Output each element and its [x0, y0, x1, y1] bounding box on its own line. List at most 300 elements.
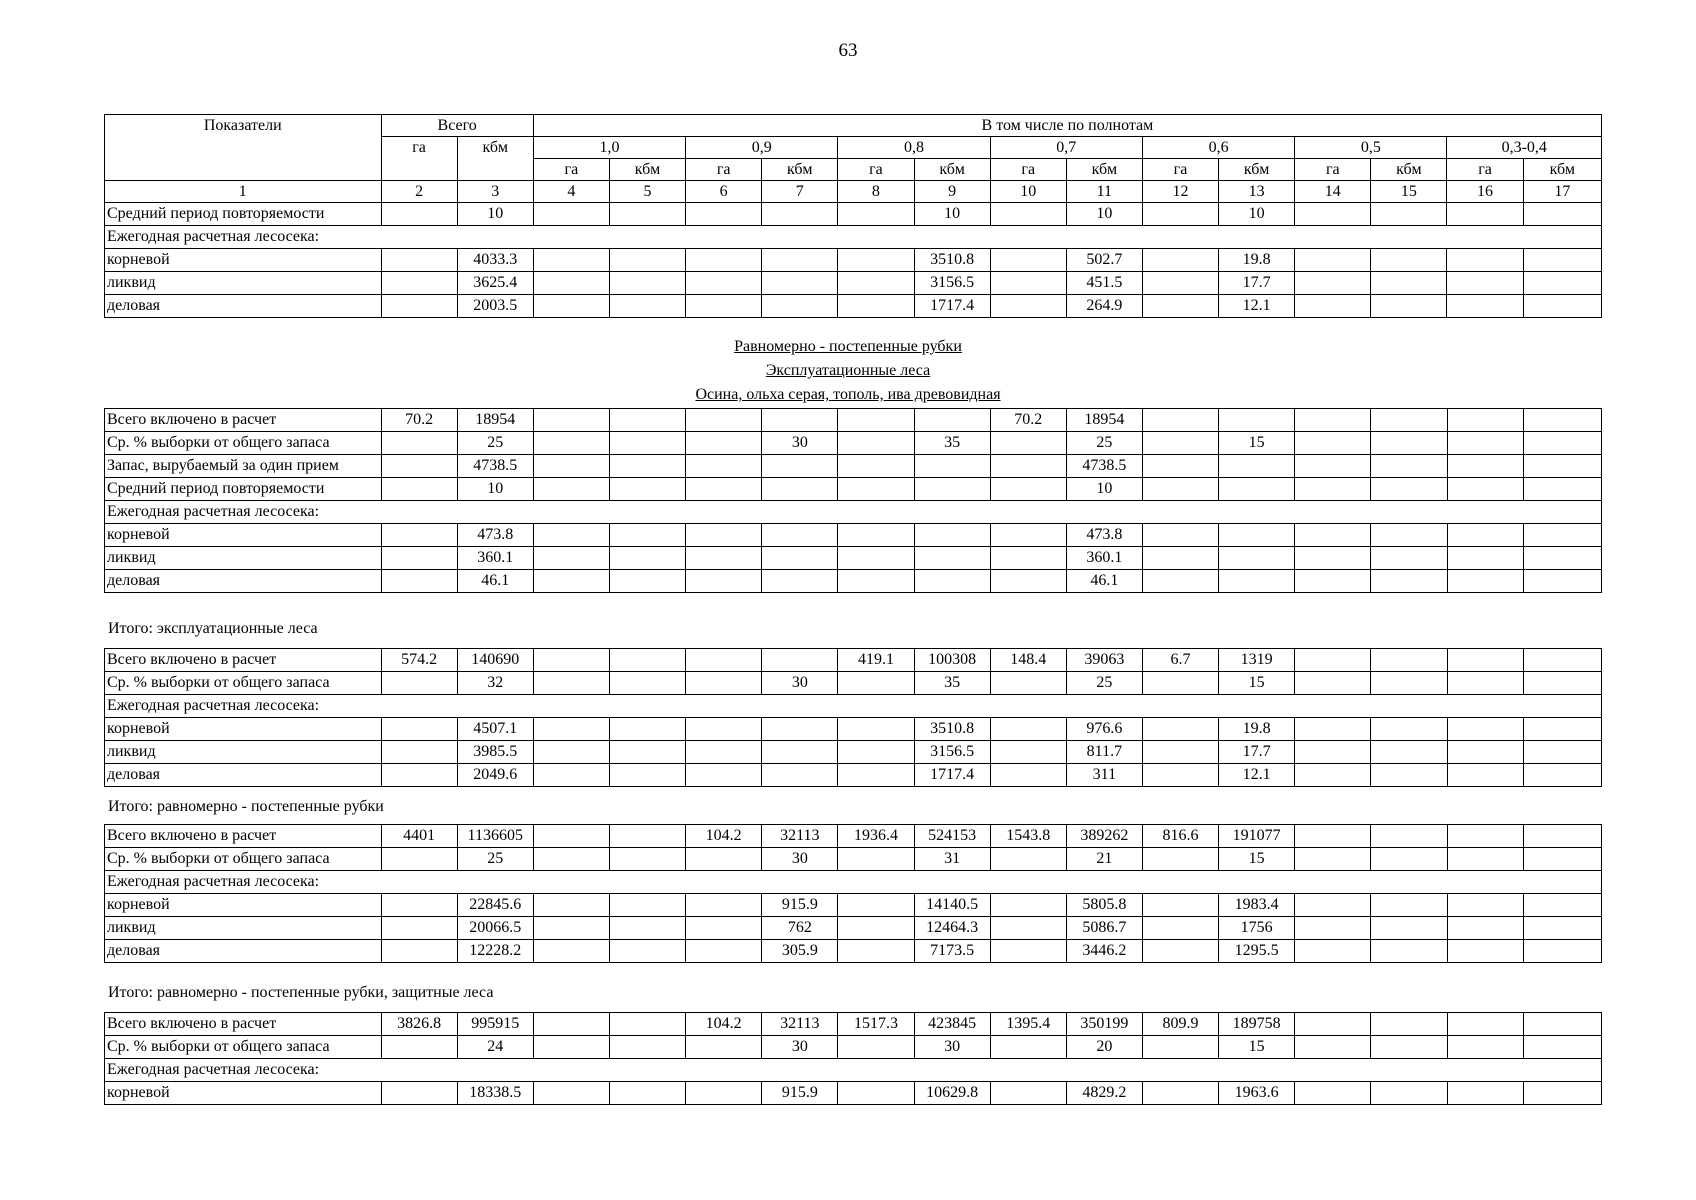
table-cell: 32: [457, 672, 533, 695]
table-cell: [381, 455, 457, 478]
table-cell: [1295, 295, 1371, 318]
table-row: [105, 848, 1602, 871]
table-cell: [1142, 1082, 1218, 1105]
table-cell: 3156.5: [914, 741, 990, 764]
table-cell: [1447, 894, 1523, 917]
table-cell: [686, 547, 762, 570]
table-row: [105, 764, 1602, 787]
table-cell: [686, 917, 762, 940]
table-cell: [1523, 848, 1601, 871]
table-cell: [533, 741, 609, 764]
header-col-number: 8: [838, 181, 914, 203]
table-cell: [1371, 249, 1447, 272]
table-cell: [1371, 649, 1447, 672]
table-row: [105, 672, 1602, 695]
table-cell: 70.2: [381, 409, 457, 432]
table-row: [105, 226, 1602, 249]
table-cell: [838, 524, 914, 547]
table-cell: [762, 455, 838, 478]
table-cell: 19.8: [1219, 249, 1295, 272]
table-cell: [990, 478, 1066, 501]
table-cell: 12.1: [1219, 295, 1295, 318]
row-label: Ежегодная расчетная лесосека:: [105, 501, 382, 524]
table-cell: 3985.5: [457, 741, 533, 764]
table-cell: 1395.4: [990, 1013, 1066, 1036]
header-col-number: 1: [105, 181, 382, 203]
table-cell: 18954: [457, 409, 533, 432]
table-cell: [762, 478, 838, 501]
table-cell: [1295, 272, 1371, 295]
table-cell: [838, 249, 914, 272]
row-label: Ежегодная расчетная лесосека:: [105, 226, 382, 249]
table-cell: 31: [914, 848, 990, 871]
table-cell: 10: [457, 478, 533, 501]
table-cell: 423845: [914, 1013, 990, 1036]
table-cell: [609, 894, 685, 917]
table-cell: [1447, 455, 1523, 478]
table-cell: 100308: [914, 649, 990, 672]
table-cell: [609, 672, 685, 695]
row-label: деловая: [105, 295, 382, 318]
table-cell: [1371, 940, 1447, 963]
header-unit-ga: га: [990, 159, 1066, 181]
table-block3: [104, 648, 1602, 787]
table-cell: [838, 547, 914, 570]
header-col-number: 5: [609, 181, 685, 203]
table-row: [105, 524, 1602, 547]
header-unit-kbm: кбм: [1371, 159, 1447, 181]
table-cell: [609, 1013, 685, 1036]
table-cell: 1319: [1219, 649, 1295, 672]
table-cell: [1295, 741, 1371, 764]
table-cell: [686, 649, 762, 672]
table-cell: [533, 478, 609, 501]
table-cell: 995915: [457, 1013, 533, 1036]
table-cell: [990, 295, 1066, 318]
table-cell: [609, 940, 685, 963]
table-cell: 15: [1219, 1036, 1295, 1059]
table-cell: [533, 1082, 609, 1105]
table-cell: [838, 741, 914, 764]
table-cell: 976.6: [1066, 718, 1142, 741]
table-cell: [1295, 825, 1371, 848]
table-cell: [609, 570, 685, 593]
header-by-density: В том числе по полнотам: [533, 115, 1601, 137]
header-col-number: 2: [381, 181, 457, 203]
table-cell: [838, 672, 914, 695]
table-cell: 915.9: [762, 1082, 838, 1105]
table-cell: [1447, 741, 1523, 764]
table-cell: 1295.5: [1219, 940, 1295, 963]
table-cell: [1523, 409, 1601, 432]
table-cell: [533, 249, 609, 272]
table-cell: [686, 764, 762, 787]
table-cell: 12228.2: [457, 940, 533, 963]
row-label: корневой: [105, 894, 382, 917]
table-cell: [990, 672, 1066, 695]
table-cell: 20: [1066, 1036, 1142, 1059]
table-cell: [762, 547, 838, 570]
table-cell: [1219, 547, 1295, 570]
table-cell: [838, 1036, 914, 1059]
header-total-ga: га: [381, 137, 457, 181]
header-unit-kbm: кбм: [914, 159, 990, 181]
table-cell: [1142, 764, 1218, 787]
table-cell: 311: [1066, 764, 1142, 787]
subhead-total-uniform: Итого: равномерно - постепенные рубки: [108, 798, 384, 815]
table-cell: 18338.5: [457, 1082, 533, 1105]
table-cell: [1295, 672, 1371, 695]
table-cell: [990, 547, 1066, 570]
header-density-2: 0,8: [838, 137, 990, 159]
table-cell: [1142, 940, 1218, 963]
table-cell: [1371, 741, 1447, 764]
header-col-number: 6: [686, 181, 762, 203]
header-density-5: 0,5: [1295, 137, 1447, 159]
table-cell: [533, 203, 609, 226]
row-label: Ср. % выборки от общего запаса: [105, 1036, 382, 1059]
table-cell: [1447, 249, 1523, 272]
table-cell: [762, 649, 838, 672]
table-cell: [381, 764, 457, 787]
table-cell: 191077: [1219, 825, 1295, 848]
table-cell: [1447, 1036, 1523, 1059]
table-cell: 35: [914, 432, 990, 455]
row-label: ликвид: [105, 917, 382, 940]
table-cell: 46.1: [457, 570, 533, 593]
table-cell: 30: [762, 672, 838, 695]
row-label: Ср. % выборки от общего запаса: [105, 848, 382, 871]
header-col-number: 9: [914, 181, 990, 203]
table-row: [105, 1082, 1602, 1105]
header-col-number: 14: [1295, 181, 1371, 203]
table-row: [105, 501, 1602, 524]
table-cell: [609, 764, 685, 787]
row-label: ликвид: [105, 741, 382, 764]
table-cell: 4507.1: [457, 718, 533, 741]
table-cell: [1447, 524, 1523, 547]
table-cell: [533, 455, 609, 478]
row-label: деловая: [105, 570, 382, 593]
table-cell: [609, 718, 685, 741]
table-cell: [686, 894, 762, 917]
table-cell: [1447, 570, 1523, 593]
table-cell: 3510.8: [914, 249, 990, 272]
table-cell: [838, 917, 914, 940]
header-total-kbm: кбм: [457, 137, 533, 181]
table-cell: 3826.8: [381, 1013, 457, 1036]
row-label: деловая: [105, 940, 382, 963]
table-row: [105, 695, 1602, 718]
table-top: [104, 114, 1602, 318]
header-unit-ga: га: [686, 159, 762, 181]
table-cell: [1523, 649, 1601, 672]
table-cell: 1136605: [457, 825, 533, 848]
table-cell: [1295, 718, 1371, 741]
header-unit-ga: га: [533, 159, 609, 181]
table-cell: [1295, 940, 1371, 963]
caption-species: Осина, ольха серая, тополь, ива древовидная: [695, 386, 1001, 403]
header-col-number: 10: [990, 181, 1066, 203]
table-cell: [1295, 1082, 1371, 1105]
table-cell: [686, 203, 762, 226]
table-cell: 809.9: [1142, 1013, 1218, 1036]
table-cell: 3510.8: [914, 718, 990, 741]
table-cell: 21: [1066, 848, 1142, 871]
table-cell: 473.8: [457, 524, 533, 547]
table-cell: 19.8: [1219, 718, 1295, 741]
table-cell: [381, 672, 457, 695]
table-row: [105, 825, 1602, 848]
table-cell: 574.2: [381, 649, 457, 672]
table-cell: [914, 570, 990, 593]
table-cell: [1523, 272, 1601, 295]
table-cell: [1371, 1036, 1447, 1059]
row-label: корневой: [105, 718, 382, 741]
table-cell: [1295, 764, 1371, 787]
table-cell: [609, 825, 685, 848]
table-cell: 10629.8: [914, 1082, 990, 1105]
table-cell: [609, 848, 685, 871]
table-cell: 6.7: [1142, 649, 1218, 672]
table-cell: 389262: [1066, 825, 1142, 848]
table-cell: 15: [1219, 848, 1295, 871]
table-cell: [381, 917, 457, 940]
table-cell: [686, 524, 762, 547]
table-cell: [381, 432, 457, 455]
table-cell: [914, 409, 990, 432]
table-cell: [533, 940, 609, 963]
table-cell: [1447, 272, 1523, 295]
table-cell: 12.1: [1219, 764, 1295, 787]
table-cell: [1523, 547, 1601, 570]
table-cell: [686, 432, 762, 455]
table-cell: [1523, 672, 1601, 695]
table-cell: [838, 478, 914, 501]
table-cell: [1523, 570, 1601, 593]
table-cell: [1371, 1082, 1447, 1105]
table-cell: [1295, 848, 1371, 871]
row-label: Ежегодная расчетная лесосека:: [105, 1059, 382, 1082]
table-cell: [1142, 741, 1218, 764]
header-col-number: 3: [457, 181, 533, 203]
table-cell: [1447, 848, 1523, 871]
table-cell: [1142, 432, 1218, 455]
table-cell: 25: [457, 848, 533, 871]
table-cell: [1371, 409, 1447, 432]
table-cell: 811.7: [1066, 741, 1142, 764]
table-cell: [1295, 455, 1371, 478]
table-cell: [762, 295, 838, 318]
header-col-number: 12: [1142, 181, 1218, 203]
subhead-total-protective: Итого: равномерно - постепенные рубки, защитные леса: [108, 984, 494, 1001]
table-cell: 1517.3: [838, 1013, 914, 1036]
table-cell: 32113: [762, 1013, 838, 1036]
table-cell: [1142, 478, 1218, 501]
table-cell: [609, 741, 685, 764]
table-cell: [990, 848, 1066, 871]
table-cell: [1295, 432, 1371, 455]
table-cell: 5805.8: [1066, 894, 1142, 917]
table-cell: [1447, 649, 1523, 672]
row-span-empty: [381, 226, 1602, 249]
table-cell: 360.1: [457, 547, 533, 570]
table-cell: [1447, 1013, 1523, 1036]
header-unit-kbm: кбм: [609, 159, 685, 181]
header-col-number: 7: [762, 181, 838, 203]
table-cell: [990, 940, 1066, 963]
table-cell: [533, 672, 609, 695]
row-label: деловая: [105, 764, 382, 787]
table-cell: [1142, 547, 1218, 570]
table-cell: 17.7: [1219, 272, 1295, 295]
table-cell: [1219, 478, 1295, 501]
table-cell: 25: [457, 432, 533, 455]
table-cell: [1142, 570, 1218, 593]
row-label: Всего включено в расчет: [105, 409, 382, 432]
table-cell: [1219, 524, 1295, 547]
table-cell: [1295, 478, 1371, 501]
table-cell: 1543.8: [990, 825, 1066, 848]
table-cell: [1371, 672, 1447, 695]
table-cell: [686, 1036, 762, 1059]
table-cell: 140690: [457, 649, 533, 672]
table-cell: [1371, 917, 1447, 940]
row-label: ликвид: [105, 547, 382, 570]
table-cell: [1523, 203, 1601, 226]
table-cell: [1142, 718, 1218, 741]
table-cell: [533, 570, 609, 593]
table-cell: [1523, 1036, 1601, 1059]
table-cell: [1295, 917, 1371, 940]
table-cell: [381, 718, 457, 741]
table-cell: [1523, 455, 1601, 478]
table-cell: [686, 409, 762, 432]
table-cell: 46.1: [1066, 570, 1142, 593]
table-cell: [533, 825, 609, 848]
table-cell: 3625.4: [457, 272, 533, 295]
row-span-empty: [381, 1059, 1601, 1082]
table-cell: 3156.5: [914, 272, 990, 295]
table-cell: [686, 1082, 762, 1105]
row-label: Ежегодная расчетная лесосека:: [105, 871, 382, 894]
table-cell: [1371, 570, 1447, 593]
table-cell: [381, 478, 457, 501]
table-cell: [609, 1036, 685, 1059]
table-cell: 35: [914, 672, 990, 695]
row-label: ликвид: [105, 272, 382, 295]
table-cell: 3446.2: [1066, 940, 1142, 963]
table-cell: [1219, 409, 1295, 432]
table-cell: [1447, 718, 1523, 741]
table-cell: [1523, 741, 1601, 764]
table-cell: [762, 203, 838, 226]
table-cell: [1371, 272, 1447, 295]
table-cell: [381, 295, 457, 318]
header-total: Всего: [381, 115, 533, 137]
table-cell: 18954: [1066, 409, 1142, 432]
table-cell: [1371, 547, 1447, 570]
table-cell: 1756: [1219, 917, 1295, 940]
table-cell: [1523, 1013, 1601, 1036]
table-row: [105, 478, 1602, 501]
header-col-number: 13: [1219, 181, 1295, 203]
row-label: Ср. % выборки от общего запаса: [105, 672, 382, 695]
table-cell: [609, 455, 685, 478]
table-row: [105, 741, 1602, 764]
row-label: Всего включено в расчет: [105, 649, 382, 672]
header-density-0: 1,0: [533, 137, 685, 159]
table-cell: [1295, 203, 1371, 226]
table-cell: 10: [1066, 478, 1142, 501]
table-cell: 10: [457, 203, 533, 226]
table-cell: [1219, 455, 1295, 478]
header-unit-ga: га: [838, 159, 914, 181]
table-cell: [914, 524, 990, 547]
table-cell: [1295, 524, 1371, 547]
table-cell: [762, 718, 838, 741]
header-density-6: 0,3-0,4: [1447, 137, 1602, 159]
header-col-number: 17: [1523, 181, 1601, 203]
table-cell: [762, 249, 838, 272]
table-cell: [1447, 940, 1523, 963]
table-cell: [1371, 295, 1447, 318]
table-cell: [1295, 570, 1371, 593]
table-cell: [1371, 894, 1447, 917]
table-cell: [762, 741, 838, 764]
table-cell: [1295, 1036, 1371, 1059]
table-cell: 1717.4: [914, 295, 990, 318]
table-cell: [838, 432, 914, 455]
table-cell: [990, 524, 1066, 547]
row-span-empty: [381, 501, 1601, 524]
table-cell: [838, 570, 914, 593]
table-cell: 189758: [1219, 1013, 1295, 1036]
table-cell: [686, 741, 762, 764]
table-cell: 30: [762, 1036, 838, 1059]
header-col-number: 15: [1371, 181, 1447, 203]
table-row: [105, 455, 1602, 478]
table-cell: 10: [914, 203, 990, 226]
table-cell: 4738.5: [1066, 455, 1142, 478]
table-block5: [104, 1012, 1602, 1105]
table-cell: 4033.3: [457, 249, 533, 272]
table-cell: 7173.5: [914, 940, 990, 963]
table-cell: [1371, 718, 1447, 741]
table-row: [105, 649, 1602, 672]
table-cell: [533, 848, 609, 871]
table-cell: [1142, 524, 1218, 547]
table-cell: 4401: [381, 825, 457, 848]
row-label: Всего включено в расчет: [105, 1013, 382, 1036]
table-cell: [533, 524, 609, 547]
table-cell: 30: [914, 1036, 990, 1059]
table-cell: [381, 894, 457, 917]
table-cell: [381, 272, 457, 295]
caption-forest-type: Эксплуатационные леса: [765, 362, 931, 379]
row-span-empty: [381, 695, 1601, 718]
table-cell: [1295, 894, 1371, 917]
table-cell: [990, 741, 1066, 764]
table-cell: [838, 272, 914, 295]
table-cell: [609, 1082, 685, 1105]
table-cell: 4738.5: [457, 455, 533, 478]
table-cell: [990, 203, 1066, 226]
table-cell: [1447, 409, 1523, 432]
table-cell: 148.4: [990, 649, 1066, 672]
row-label: Ежегодная расчетная лесосека:: [105, 695, 382, 718]
table-cell: [990, 570, 1066, 593]
